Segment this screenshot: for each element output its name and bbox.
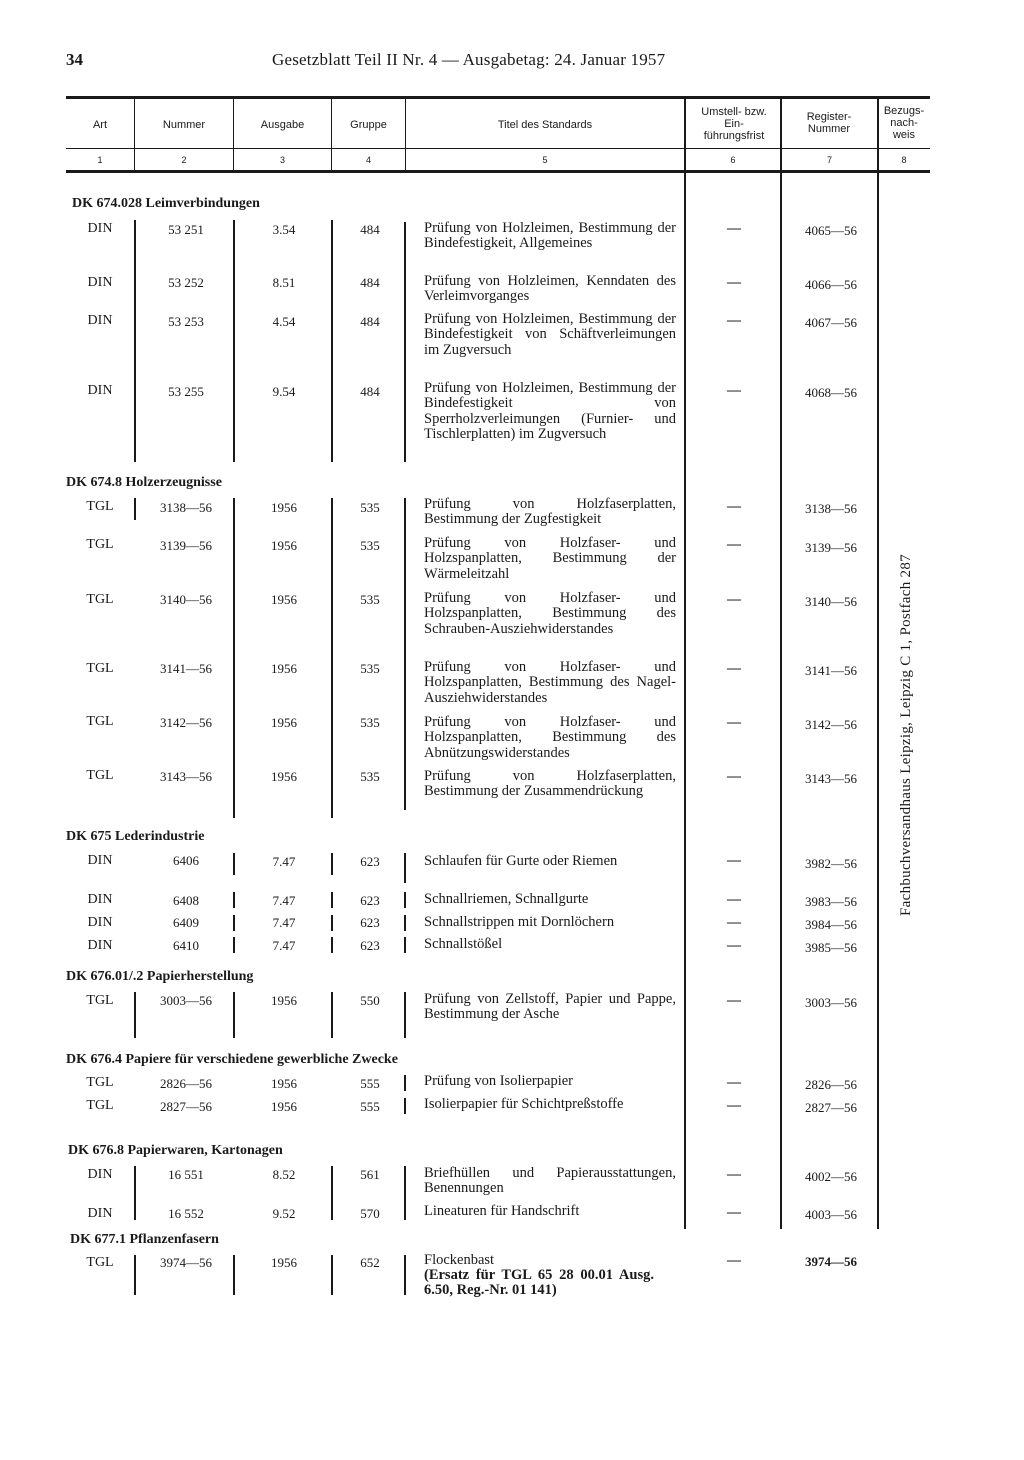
cell-gruppe: 535	[360, 661, 380, 676]
cell-gruppe: 535	[360, 592, 380, 607]
col-header-nummer: Nummer	[162, 119, 206, 131]
cell-ausgabe: 1956	[271, 500, 297, 515]
col-tick	[331, 892, 333, 908]
cell-art: DIN	[87, 915, 113, 930]
cell-frist: —	[727, 1253, 741, 1268]
cell-art: DIN	[87, 892, 113, 907]
cell-titel: Briefhüllen und Papierausstattungen, Benennungen	[424, 1165, 676, 1197]
cell-art: TGL	[86, 499, 114, 514]
cell-frist: —	[727, 313, 741, 328]
cell-titel: Schnallriemen, Schnallgurte	[424, 891, 589, 907]
cell-titel: Schnallstrippen mit Dornlöchern	[424, 914, 615, 930]
col-tick	[404, 937, 406, 953]
col-tick	[404, 992, 406, 1038]
cell-nummer: 3140—56	[160, 592, 212, 607]
col-tick	[331, 853, 333, 875]
col-number: 5	[542, 155, 548, 165]
col-tick	[404, 498, 406, 810]
cell-register: 3984—56	[805, 917, 857, 932]
cell-art: TGL	[86, 768, 114, 783]
cell-art: DIN	[87, 1167, 113, 1182]
col-number: 1	[97, 155, 103, 165]
section-heading: DK 674.8 Holzerzeugnisse	[66, 475, 222, 490]
col-header-ausgabe: Ausgabe	[260, 119, 305, 131]
col-tick	[233, 892, 235, 908]
col-number: 4	[365, 155, 371, 165]
running-head: Gesetzblatt Teil II Nr. 4 — Ausgabetag: 24. Januar 1957	[272, 50, 666, 69]
cell-nummer: 53 255	[168, 384, 204, 399]
col-number: 7	[826, 155, 832, 165]
cell-register: 4068—56	[805, 385, 857, 400]
col-tick	[134, 220, 136, 462]
cell-art: DIN	[87, 383, 113, 398]
cell-titel: Prüfung von Holzleimen, Bestimmung der Bindefestigkeit, Allgemeines	[424, 220, 676, 252]
cell-nummer: 3974—56	[160, 1255, 212, 1270]
col-tick	[331, 915, 333, 931]
cell-nummer: 3003—56	[160, 993, 212, 1008]
header-mid-rule	[66, 148, 930, 149]
cell-frist: —	[727, 892, 741, 907]
col-tick	[233, 1255, 235, 1295]
cell-ausgabe: 1956	[271, 1255, 297, 1270]
col-header-art: Art	[92, 119, 108, 131]
cell-titel: Prüfung von Isolierpapier	[424, 1073, 573, 1089]
cell-ausgabe: 1956	[271, 715, 297, 730]
cell-ausgabe: 1956	[271, 538, 297, 553]
cell-ausgabe: 9.54	[272, 384, 296, 399]
cell-nummer: 53 253	[168, 314, 204, 329]
page-number: 34	[66, 50, 83, 69]
cell-titel: Prüfung von Holzfaser- und Holzspanplatten, Bestimmung des Abnützungswiderstandes	[424, 714, 676, 761]
col-tick	[134, 992, 136, 1038]
cell-gruppe: 652	[360, 1255, 380, 1270]
col-sep-long	[877, 99, 879, 1229]
cell-nummer: 6406	[173, 853, 199, 868]
cell-art: TGL	[86, 1075, 114, 1090]
cell-ausgabe: 1956	[271, 1076, 297, 1091]
cell-gruppe: 623	[360, 893, 380, 908]
section-heading: DK 677.1 Pflanzenfasern	[70, 1232, 219, 1247]
cell-frist: —	[727, 915, 741, 930]
cell-ausgabe: 1956	[271, 661, 297, 676]
col-number: 3	[279, 155, 285, 165]
col-tick	[331, 937, 333, 953]
col-tick	[404, 1166, 406, 1220]
cell-nummer: 16 551	[168, 1167, 204, 1182]
cell-art: DIN	[87, 275, 113, 290]
cell-frist: —	[727, 1167, 741, 1182]
cell-register: 4002—56	[805, 1169, 857, 1184]
section-heading: DK 676.01/.2 Papierherstellung	[66, 969, 254, 984]
cell-register: 4003—56	[805, 1207, 857, 1222]
cell-frist: —	[727, 221, 741, 236]
col-sep-long	[684, 99, 686, 1229]
side-note	[896, 520, 920, 950]
cell-gruppe: 555	[360, 1076, 380, 1091]
cell-ausgabe: 9.52	[272, 1206, 296, 1221]
col-tick	[404, 1255, 406, 1295]
cell-ausgabe: 7.47	[272, 854, 296, 869]
col-tick	[233, 853, 235, 875]
cell-nummer: 6408	[173, 893, 199, 908]
cell-art: TGL	[86, 993, 114, 1008]
cell-titel: Prüfung von Holzfaser- und Holzspanplatten, Bestimmung des Nagel-Ausziehwiderstandes	[424, 659, 676, 706]
col-tick	[331, 992, 333, 1038]
cell-register: 4065—56	[805, 223, 857, 238]
cell-gruppe: 623	[360, 915, 380, 930]
cell-nummer: 6409	[173, 915, 199, 930]
cell-gruppe: 484	[360, 384, 380, 399]
cell-titel: Isolierpapier für Schichtpreßstoffe	[424, 1096, 624, 1112]
cell-titel: Prüfung von Holzfaser- und Holzspanplatten, Bestimmung des Schrauben-Ausziehwiderstandes	[424, 590, 676, 637]
cell-titel-note: (Ersatz für TGL 65 28 00.01 Ausg. 6.50, Reg.-Nr. 01 141)	[424, 1267, 654, 1299]
cell-register: 3141—56	[805, 663, 857, 678]
col-sep-long	[780, 99, 782, 1229]
cell-nummer: 53 252	[168, 275, 204, 290]
cell-ausgabe: 8.51	[272, 275, 296, 290]
cell-register: 3985—56	[805, 940, 857, 955]
cell-gruppe: 484	[360, 314, 380, 329]
cell-ausgabe: 7.47	[272, 938, 296, 953]
col-tick	[134, 498, 136, 520]
cell-gruppe: 484	[360, 275, 380, 290]
cell-nummer: 3141—56	[160, 661, 212, 676]
cell-register: 3138—56	[805, 501, 857, 516]
section-heading: DK 676.4 Papiere für verschiedene gewerbliche Zwecke	[66, 1052, 398, 1067]
section-heading: DK 675 Lederindustrie	[66, 829, 205, 844]
cell-register: 3983—56	[805, 894, 857, 909]
cell-titel: Schnallstößel	[424, 936, 503, 952]
col-tick	[134, 1166, 136, 1220]
cell-ausgabe: 1956	[271, 769, 297, 784]
col-number: 6	[730, 155, 736, 165]
section-heading: DK 674.028 Leimverbindungen	[72, 196, 260, 211]
cell-register: 2827—56	[805, 1100, 857, 1115]
cell-gruppe: 555	[360, 1099, 380, 1114]
col-tick	[233, 498, 235, 818]
top-rule	[66, 96, 930, 99]
col-tick	[233, 937, 235, 953]
cell-register: 3143—56	[805, 771, 857, 786]
cell-gruppe: 570	[360, 1206, 380, 1221]
cell-nummer: 3138—56	[160, 500, 212, 515]
cell-frist: —	[727, 592, 741, 607]
cell-register: 4067—56	[805, 315, 857, 330]
cell-frist: —	[727, 537, 741, 552]
cell-nummer: 3142—56	[160, 715, 212, 730]
cell-gruppe: 535	[360, 769, 380, 784]
cell-register: 2826—56	[805, 1077, 857, 1092]
cell-ausgabe: 7.47	[272, 893, 296, 908]
col-header-register: Register- Nummer	[806, 111, 852, 135]
col-header-titel: Titel des Standards	[497, 119, 593, 131]
cell-gruppe: 535	[360, 500, 380, 515]
col-header-gruppe: Gruppe	[350, 119, 387, 131]
col-tick	[404, 892, 406, 908]
cell-titel: Lineaturen für Handschrift	[424, 1203, 580, 1219]
cell-gruppe: 550	[360, 993, 380, 1008]
cell-nummer: 6410	[173, 938, 199, 953]
cell-frist: —	[727, 1075, 741, 1090]
col-header-frist: Umstell- bzw. Ein- führungsfrist	[701, 106, 767, 142]
col-tick	[233, 992, 235, 1038]
cell-ausgabe: 1956	[271, 592, 297, 607]
cell-frist: —	[727, 1098, 741, 1113]
cell-frist: —	[727, 853, 741, 868]
cell-frist: —	[727, 275, 741, 290]
col-tick	[404, 222, 406, 462]
cell-art: TGL	[86, 592, 114, 607]
cell-register: 3142—56	[805, 717, 857, 732]
col-number: 8	[901, 155, 907, 165]
cell-titel: Prüfung von Holzleimen, Bestimmung der Bindefestigkeit von Schäftverleimungen im Zugversuch	[424, 311, 676, 358]
cell-art: TGL	[86, 1255, 114, 1270]
cell-register: 3003—56	[805, 995, 857, 1010]
header-bottom-rule	[66, 170, 930, 173]
col-tick	[233, 220, 235, 462]
cell-frist: —	[727, 938, 741, 953]
cell-ausgabe: 7.47	[272, 915, 296, 930]
cell-frist: —	[727, 769, 741, 784]
cell-art: DIN	[87, 313, 113, 328]
cell-titel: Prüfung von Zellstoff, Papier und Pappe, Bestimmung der Asche	[424, 991, 676, 1023]
cell-ausgabe: 8.52	[272, 1167, 296, 1182]
cell-gruppe: 623	[360, 854, 380, 869]
cell-register: 3982—56	[805, 856, 857, 871]
col-tick	[404, 1098, 406, 1114]
cell-gruppe: 561	[360, 1167, 380, 1182]
cell-register: 3139—56	[805, 540, 857, 555]
cell-nummer: 3143—56	[160, 769, 212, 784]
cell-ausgabe: 3.54	[272, 222, 296, 237]
col-tick	[331, 498, 333, 818]
cell-nummer: 3139—56	[160, 538, 212, 553]
cell-register: 3140—56	[805, 594, 857, 609]
cell-art: TGL	[86, 1098, 114, 1113]
cell-register: 4066—56	[805, 277, 857, 292]
cell-art: DIN	[87, 1206, 113, 1221]
cell-ausgabe: 4.54	[272, 314, 296, 329]
cell-titel: Prüfung von Holzfaser- und Holzspanplatten, Bestimmung der Wärmeleitzahl	[424, 535, 676, 582]
cell-frist: —	[727, 499, 741, 514]
cell-art: DIN	[87, 221, 113, 236]
cell-frist: —	[727, 661, 741, 676]
col-tick	[404, 1075, 406, 1091]
col-tick	[233, 915, 235, 931]
cell-gruppe: 535	[360, 538, 380, 553]
cell-frist: —	[727, 383, 741, 398]
cell-titel: Schlaufen für Gurte oder Riemen	[424, 853, 618, 869]
side-note-text: Fachbuchversandhaus Leipzig, Leipzig C 1, Postfach 287	[898, 554, 914, 916]
cell-art: DIN	[87, 938, 113, 953]
cell-titel: Prüfung von Holzfaserplatten, Bestimmung der Zugfestigkeit	[424, 496, 676, 528]
col-header-bezug: Bezugs- nach- weis	[883, 105, 925, 141]
cell-gruppe: 484	[360, 222, 380, 237]
cell-titel: Prüfung von Holzleimen, Bestimmung der Bindefestigkeit von Sperrholzverleimungen (Furnier- und Tischlerplatten) im Zugversuch	[424, 380, 676, 443]
cell-ausgabe: 1956	[271, 1099, 297, 1114]
col-tick	[331, 220, 333, 462]
col-tick	[404, 853, 406, 883]
cell-gruppe: 535	[360, 715, 380, 730]
cell-nummer: 16 552	[168, 1206, 204, 1221]
cell-art: TGL	[86, 537, 114, 552]
col-tick	[331, 1166, 333, 1220]
cell-titel: Prüfung von Holzfaserplatten, Bestimmung der Zusammendrückung	[424, 768, 676, 800]
cell-nummer: 2827—56	[160, 1099, 212, 1114]
cell-frist: —	[727, 993, 741, 1008]
col-tick	[134, 1255, 136, 1295]
col-tick	[404, 915, 406, 931]
cell-frist: —	[727, 1205, 741, 1220]
section-heading: DK 676.8 Papierwaren, Kartonagen	[68, 1143, 283, 1158]
cell-art: DIN	[87, 853, 113, 868]
col-number: 2	[181, 155, 187, 165]
cell-art: TGL	[86, 714, 114, 729]
cell-art: TGL	[86, 661, 114, 676]
cell-register: 3974—56	[805, 1254, 857, 1269]
cell-gruppe: 623	[360, 938, 380, 953]
col-tick	[331, 1255, 333, 1295]
cell-nummer: 2826—56	[160, 1076, 212, 1091]
cell-titel: Prüfung von Holzleimen, Kenndaten des Verleimvorganges	[424, 273, 676, 305]
cell-titel: Flockenbast	[424, 1252, 495, 1268]
cell-ausgabe: 1956	[271, 993, 297, 1008]
cell-frist: —	[727, 715, 741, 730]
cell-nummer: 53 251	[168, 222, 204, 237]
